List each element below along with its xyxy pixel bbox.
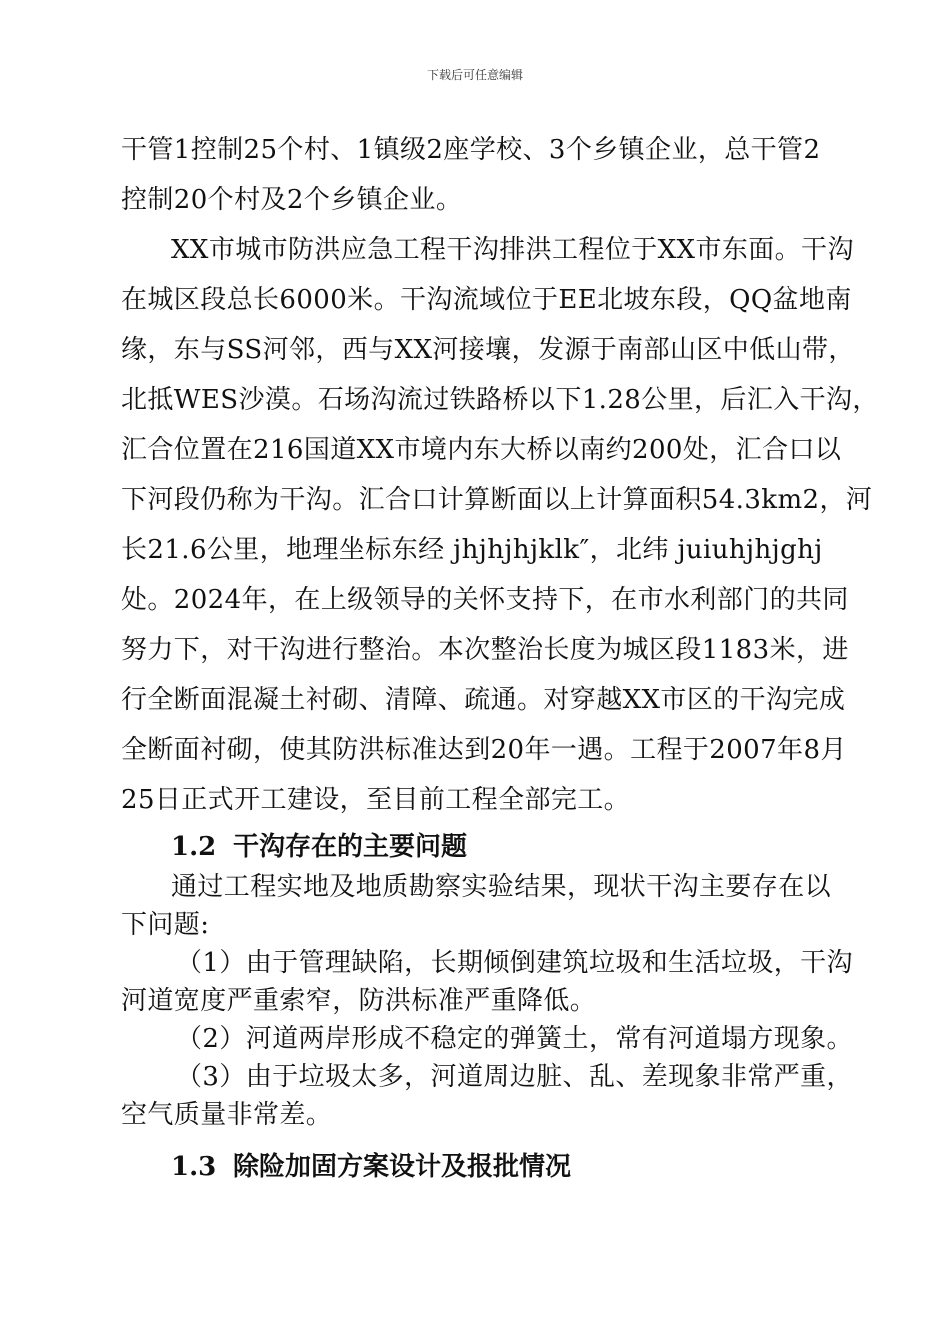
list-item-line: （1）由于管理缺陷，长期倾倒建筑垃圾和生活垃圾，干沟: [176, 948, 853, 978]
paragraph-line: 全断面衬砌，使其防洪标准达到20年一遇。工程于2007年8月: [121, 735, 847, 765]
paragraph-line: 汇合位置在216国道XX市境内东大桥以南约200处，汇合口以: [121, 435, 842, 465]
paragraph-line: 在城区段总长6000米。干沟流域位于EE北坡东段，QQ盆地南: [121, 285, 852, 315]
section-number: 1.3: [171, 1152, 217, 1182]
paragraph-line: 通过工程实地及地质勘察实验结果，现状干沟主要存在以: [171, 872, 832, 902]
paragraph-line: 缘，东与SS河邻，西与XX河接壤，发源于南部山区中低山带，: [121, 335, 855, 365]
paragraph-line: 长21.6公里，地理坐标东经 jhjhjhjklk″，北纬 juiuhjhjghj: [121, 535, 823, 565]
paragraph-line: 处。2024年，在上级领导的关怀支持下，在市水利部门的共同: [121, 585, 849, 615]
paragraph-line: 干管1控制25个村、1镇级2座学校、3个乡镇企业，总干管2: [121, 135, 821, 165]
list-item-line: （2）河道两岸形成不稳定的弹簧土，常有河道塌方现象。: [176, 1024, 853, 1054]
paragraph-line: XX市城市防洪应急工程干沟排洪工程位于XX市东面。干沟: [171, 235, 854, 265]
section-number: 1.2: [171, 832, 217, 862]
paragraph-line: 北抵WES沙漠。石场沟流过铁路桥以下1.28公里，后汇入干沟，: [121, 385, 879, 415]
paragraph-line: 努力下，对干沟进行整治。本次整治长度为城区段1183米，进: [121, 635, 849, 665]
page-header: 下载后可任意编辑: [426, 68, 523, 82]
section-title: 除险加固方案设计及报批情况: [233, 1152, 572, 1182]
paragraph-line: 下问题:: [121, 910, 210, 940]
paragraph-line: 控制20个村及2个乡镇企业。: [121, 185, 463, 215]
section-heading: [171, 1150, 571, 1184]
section-heading: [171, 830, 467, 864]
paragraph-line: 下河段仍称为干沟。汇合口计算断面以上计算面积54.3km2，河: [121, 485, 873, 515]
paragraph-line: 25日正式开工建设，至目前工程全部完工。: [121, 785, 631, 815]
paragraph-line: 行全断面混凝土衬砌、清障、疏通。对穿越XX市区的干沟完成: [121, 685, 846, 715]
list-item-line: 空气质量非常差。: [121, 1100, 333, 1130]
list-item-line: （3）由于垃圾太多，河道周边脏、乱、差现象非常严重，: [176, 1062, 853, 1092]
section-title: 干沟存在的主要问题: [233, 832, 468, 862]
list-item-line: 河道宽度严重索窄，防洪标准严重降低。: [121, 986, 597, 1016]
